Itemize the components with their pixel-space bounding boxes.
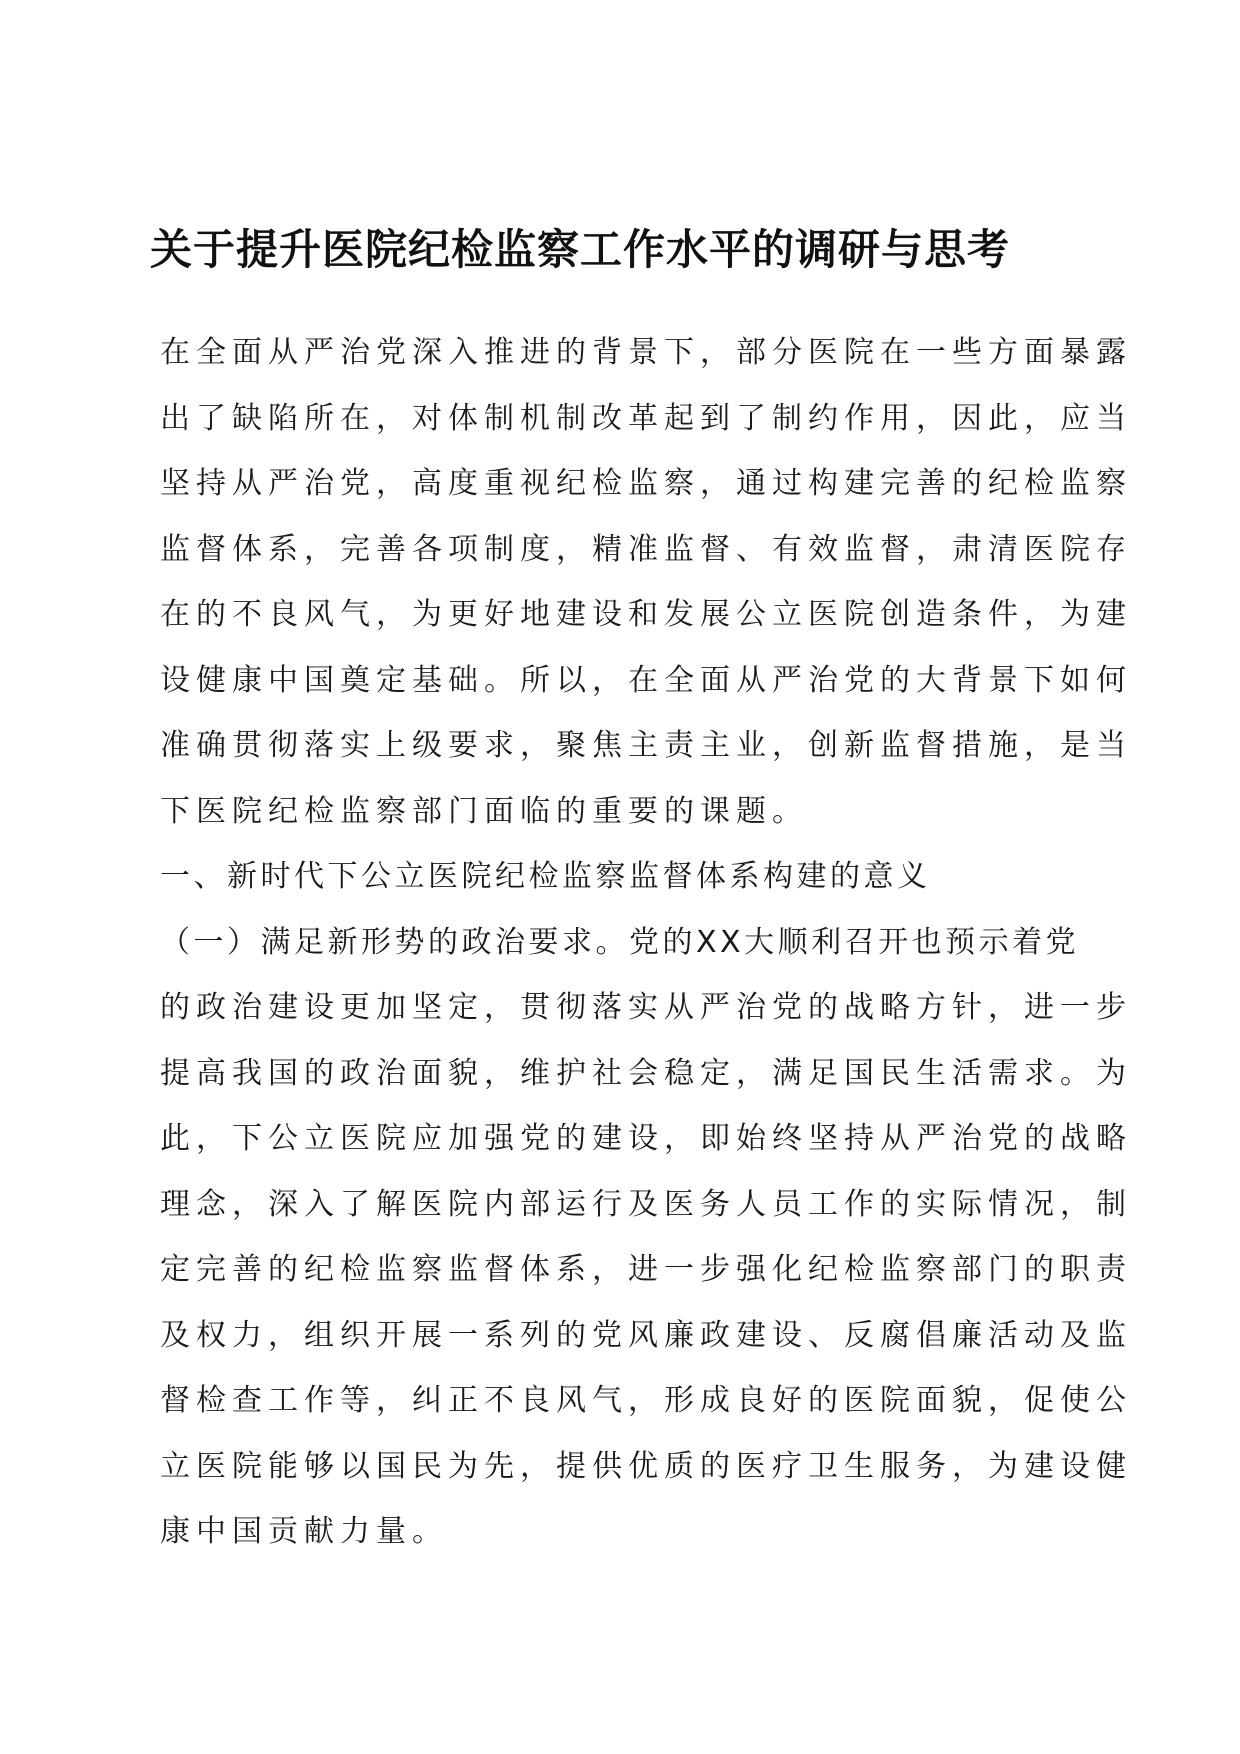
- text-line: 准确贯彻落实上级要求，聚焦主责主业，创新监督措施，是当: [160, 728, 1132, 763]
- document-body: [160, 320, 1132, 1565]
- text-line: 提高我国的政治面貌，维护社会稳定，满足国民生活需求。为: [160, 1055, 1132, 1091]
- text-line: 设健康中国奠定基础。所以，在全面从严治党的大背景下如何: [160, 662, 1132, 698]
- text-line: 及权力，组织开展一系列的党风廉政建设、反腐倡廉活动及监: [160, 1317, 1132, 1353]
- text-line: 在的不良风气，为更好地建设和发展公立医院创造条件，为建: [160, 597, 1132, 632]
- document-title: 关于提升医院纪检监察工作水平的调研与思考: [150, 225, 1011, 274]
- text-line: 此，下公立医院应加强党的建设，即始终坚持从严治党的战略: [160, 1121, 1132, 1156]
- text-line: 坚持从严治党，高度重视纪检监察，通过构建完善的纪检监察: [160, 466, 1132, 501]
- text-line: 定完善的纪检监察监督体系，进一步强化纪检监察部门的职责: [160, 1252, 1132, 1287]
- text-line: 的政治建设更加坚定，贯彻落实从严治党的战略方针，进一步: [160, 990, 1132, 1025]
- text-line: 出了缺陷所在，对体制机制改革起到了制约作用，因此，应当: [160, 400, 1132, 436]
- text-line: 在全面从严治党深入推进的背景下，部分医院在一些方面暴露: [160, 335, 1132, 370]
- text-line: 督检查工作等，纠正不良风气，形成良好的医院面貌，促使公: [160, 1383, 1132, 1418]
- text-line: 立医院能够以国民为先，提供优质的医疗卫生服务，为建设健: [160, 1448, 1132, 1484]
- text-line: 监督体系，完善各项制度，精准监督、有效监督，肃清医院存: [160, 531, 1132, 567]
- subsection-heading-line: （一）满足新形势的政治要求。党的XX大顺利召开也预示着党: [160, 924, 1080, 960]
- text-line: 康中国贡献力量。: [160, 1514, 448, 1549]
- section-heading: 一、新时代下公立医院纪检监察监督体系构建的意义: [160, 859, 931, 894]
- text-line: 下医院纪检监察部门面临的重要的课题。: [160, 793, 808, 829]
- text-line: 理念，深入了解医院内部运行及医务人员工作的实际情况，制: [160, 1186, 1132, 1222]
